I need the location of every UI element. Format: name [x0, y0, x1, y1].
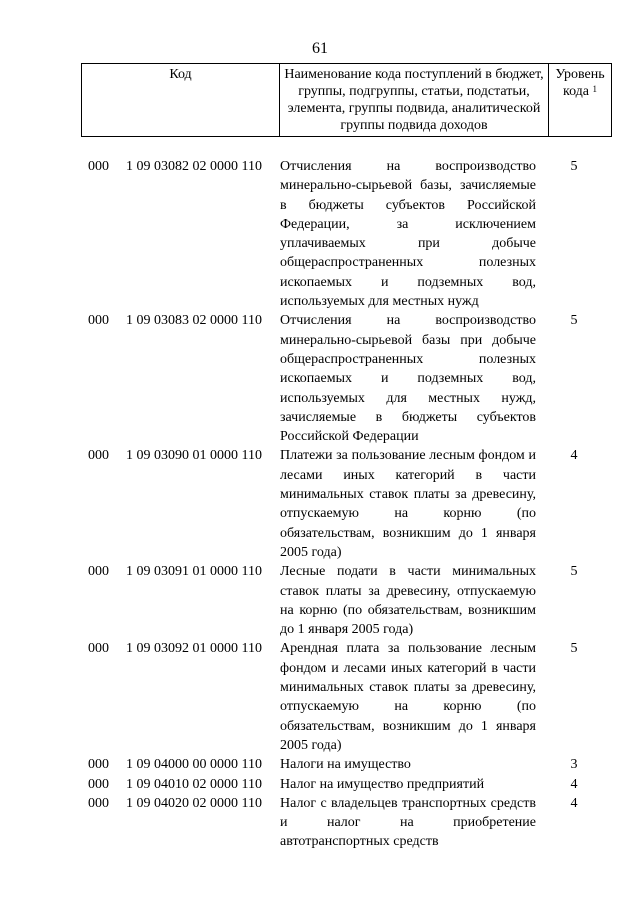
row-group-code: 000	[88, 313, 109, 329]
row-name: Отчисления на воспроизводство минерально-сырьевой базы, зачисляемые в бюджеты субъектов Российской Федерации, за исключением уплачиваемых при добыче общераспространенных полезных ископаемых и подземных вод, используемых для местных нужд	[280, 159, 536, 310]
row-level: 5	[570, 641, 578, 657]
table-header	[81, 63, 612, 137]
table-row	[0, 446, 640, 562]
row-level: 4	[570, 776, 578, 792]
row-budget-code: 1 09 04020 02 0000 110	[126, 795, 262, 811]
table-row	[0, 755, 640, 774]
row-budget-code: 1 09 04000 00 0000 110	[126, 757, 262, 773]
row-name: Отчисления на воспроизводство минерально-сырьевой базы при добыче общераспространенных полезных ископаемых и подземных вод, используемых для местных нужд, зачисляемые в бюджеты субъектов Российской Федерации	[280, 313, 536, 445]
row-group-code: 000	[88, 159, 109, 174]
row-name: Лесные подати в части минимальных ставок платы за древесину, отпускаемую на корню (по обязательствам, возникшим до 1 января 2005 года)	[280, 564, 536, 638]
row-level: 4	[570, 795, 578, 811]
row-group-code: 000	[88, 641, 109, 657]
table-row	[0, 639, 640, 755]
header-level-label: Уровень кода	[555, 67, 605, 99]
row-budget-code: 1 09 03092 01 0000 110	[126, 641, 262, 657]
table-body	[0, 157, 640, 852]
table-row	[0, 311, 640, 446]
row-budget-code: 1 09 03083 02 0000 110	[126, 313, 262, 329]
footnote-marker: 1	[592, 84, 598, 94]
row-group-code: 000	[88, 564, 109, 580]
header-level	[549, 64, 612, 137]
row-level: 3	[570, 757, 578, 773]
row-group-code: 000	[88, 757, 109, 773]
row-group-code: 000	[88, 448, 109, 464]
row-level: 5	[570, 564, 578, 580]
header-name: Наименование кода поступлений в бюджет, группы, подгруппы, статьи, подстатьи, элемента, группы подвида, аналитической группы подвида доходов	[280, 64, 549, 137]
row-name: Налоги на имущество	[280, 757, 411, 773]
row-level: 5	[570, 159, 578, 174]
row-name: Налог с владельцев транспортных средств и налог на приобретение автотранспортных средств	[280, 795, 536, 850]
row-name: Налог на имущество предприятий	[280, 776, 485, 792]
table-row	[0, 157, 640, 311]
row-name: Платежи за пользование лесным фондом и лесами иных категорий в части минимальных ставок платы за древесину, отпускаемую на корню (по обязательствам, возникшим до 1 января 2005 года)	[280, 448, 536, 560]
row-budget-code: 1 09 03082 02 0000 110	[126, 159, 262, 174]
row-name: Арендная плата за пользование лесным фондом и лесами иных категорий в части минимальных ставок платы за древесину, отпускаемую на корню (по обязательствам, возникшим до 1 января 2005 года)	[280, 641, 536, 753]
row-budget-code: 1 09 03090 01 0000 110	[126, 448, 262, 464]
row-group-code: 000	[88, 795, 109, 811]
table-row	[0, 794, 640, 852]
table-row	[0, 562, 640, 639]
row-budget-code: 1 09 03091 01 0000 110	[126, 564, 262, 580]
table-row	[0, 775, 640, 794]
header-code: Код	[82, 64, 280, 137]
row-budget-code: 1 09 04010 02 0000 110	[126, 776, 262, 792]
row-group-code: 000	[88, 776, 109, 792]
page-number: 61	[312, 40, 328, 57]
row-level: 5	[570, 313, 578, 329]
row-level: 4	[570, 448, 578, 464]
